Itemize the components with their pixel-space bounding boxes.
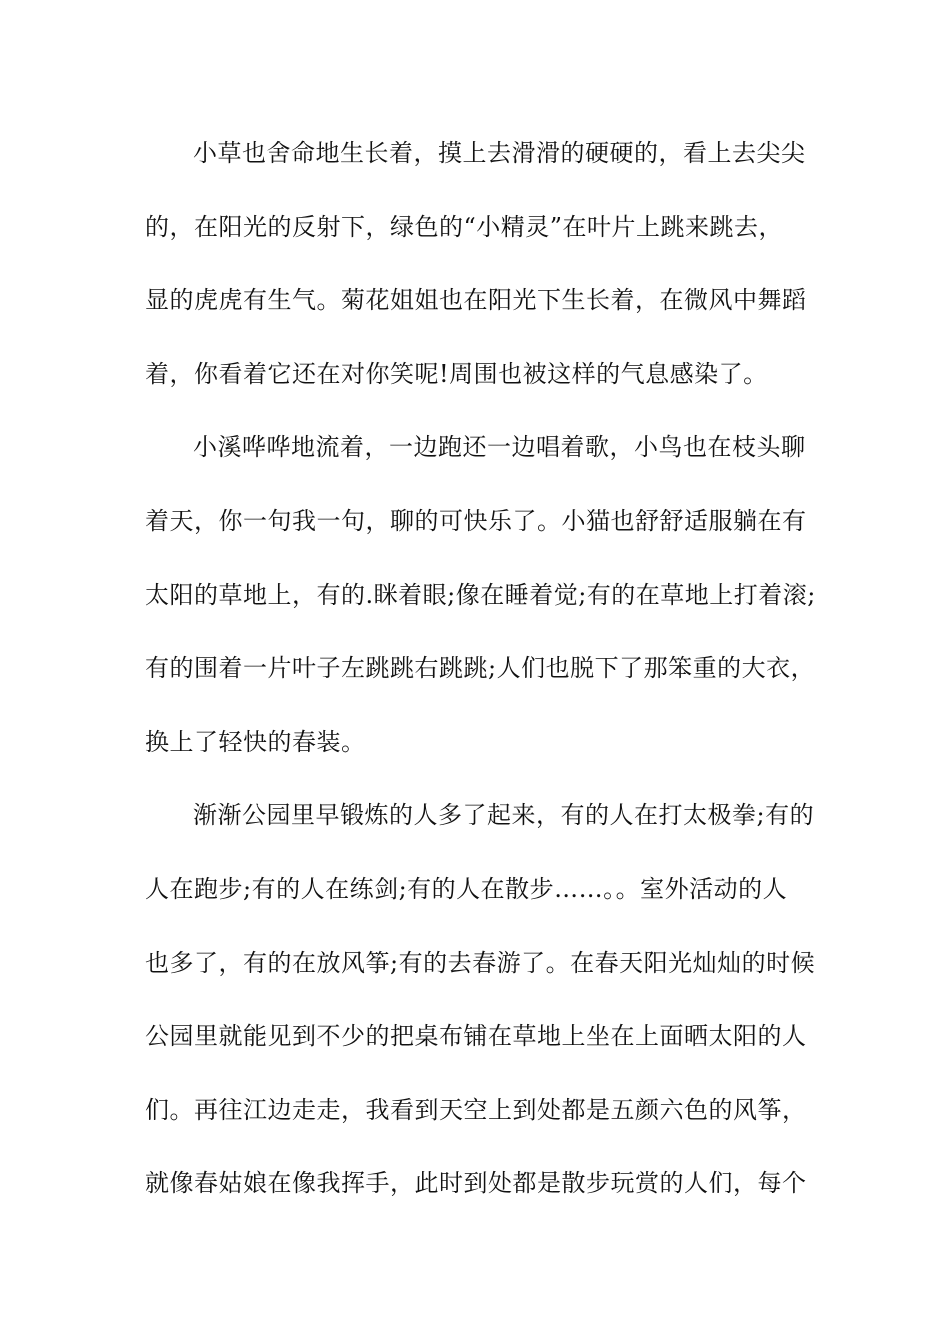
paragraph-1-line-2: 的，在阳光的反射下，绿色的“小精灵”在叶片上跳来跳去， (145, 212, 784, 241)
paragraph-3-line-2: 人在跑步;有的人在练剑;有的人在散步……。。室外活动的人 (145, 874, 788, 903)
body-text (145, 128, 825, 1232)
paragraph-3-line-6: 就像春姑娘在像我挥手，此时到处都是散步玩赏的人们，每个 (145, 1169, 807, 1198)
paragraph-2-line-4: 有的围着一片叶子左跳跳右跳跳;人们也脱下了那笨重的大衣， (145, 654, 816, 683)
paragraph-2-line-3: 太阳的草地上，有的.眯着眼;像在睡着觉;有的在草地上打着滚; (145, 580, 816, 609)
paragraph-3-line-3: 也多了，有的在放风筝;有的去春游了。在春天阳光灿灿的时候 (145, 948, 816, 977)
paragraph-1-line-3: 显的虎虎有生气。菊花姐姐也在阳光下生长着，在微风中舞蹈 (145, 286, 807, 315)
paragraph-2-line-2: 着天，你一句我一句，聊的可快乐了。小猫也舒舒适服躺在有 (145, 506, 807, 535)
paragraph-3-line-5: 们。再往江边走走，我看到天空上到处都是五颜六色的风筝， (145, 1095, 807, 1124)
paragraph-1-line-1: 小草也舍命地生长着，摸上去滑滑的硬硬的，看上去尖尖 (193, 139, 806, 167)
paragraph-3-line-1: 渐渐公园里早锻炼的人多了起来，有的人在打太极拳;有的 (193, 801, 815, 830)
paragraph-2-line-5: 换上了轻快的春装。 (145, 727, 366, 756)
paragraph-3-line-4: 公园里就能见到不少的把桌布铺在草地上坐在上面晒太阳的人 (145, 1022, 807, 1051)
paragraph-1-line-4: 着，你看着它还在对你笑呢!周围也被这样的气息感染了。 (145, 359, 768, 388)
paragraph-2-line-1: 小溪哗哗地流着，一边跑还一边唱着歌，小鸟也在枝头聊 (193, 433, 806, 462)
